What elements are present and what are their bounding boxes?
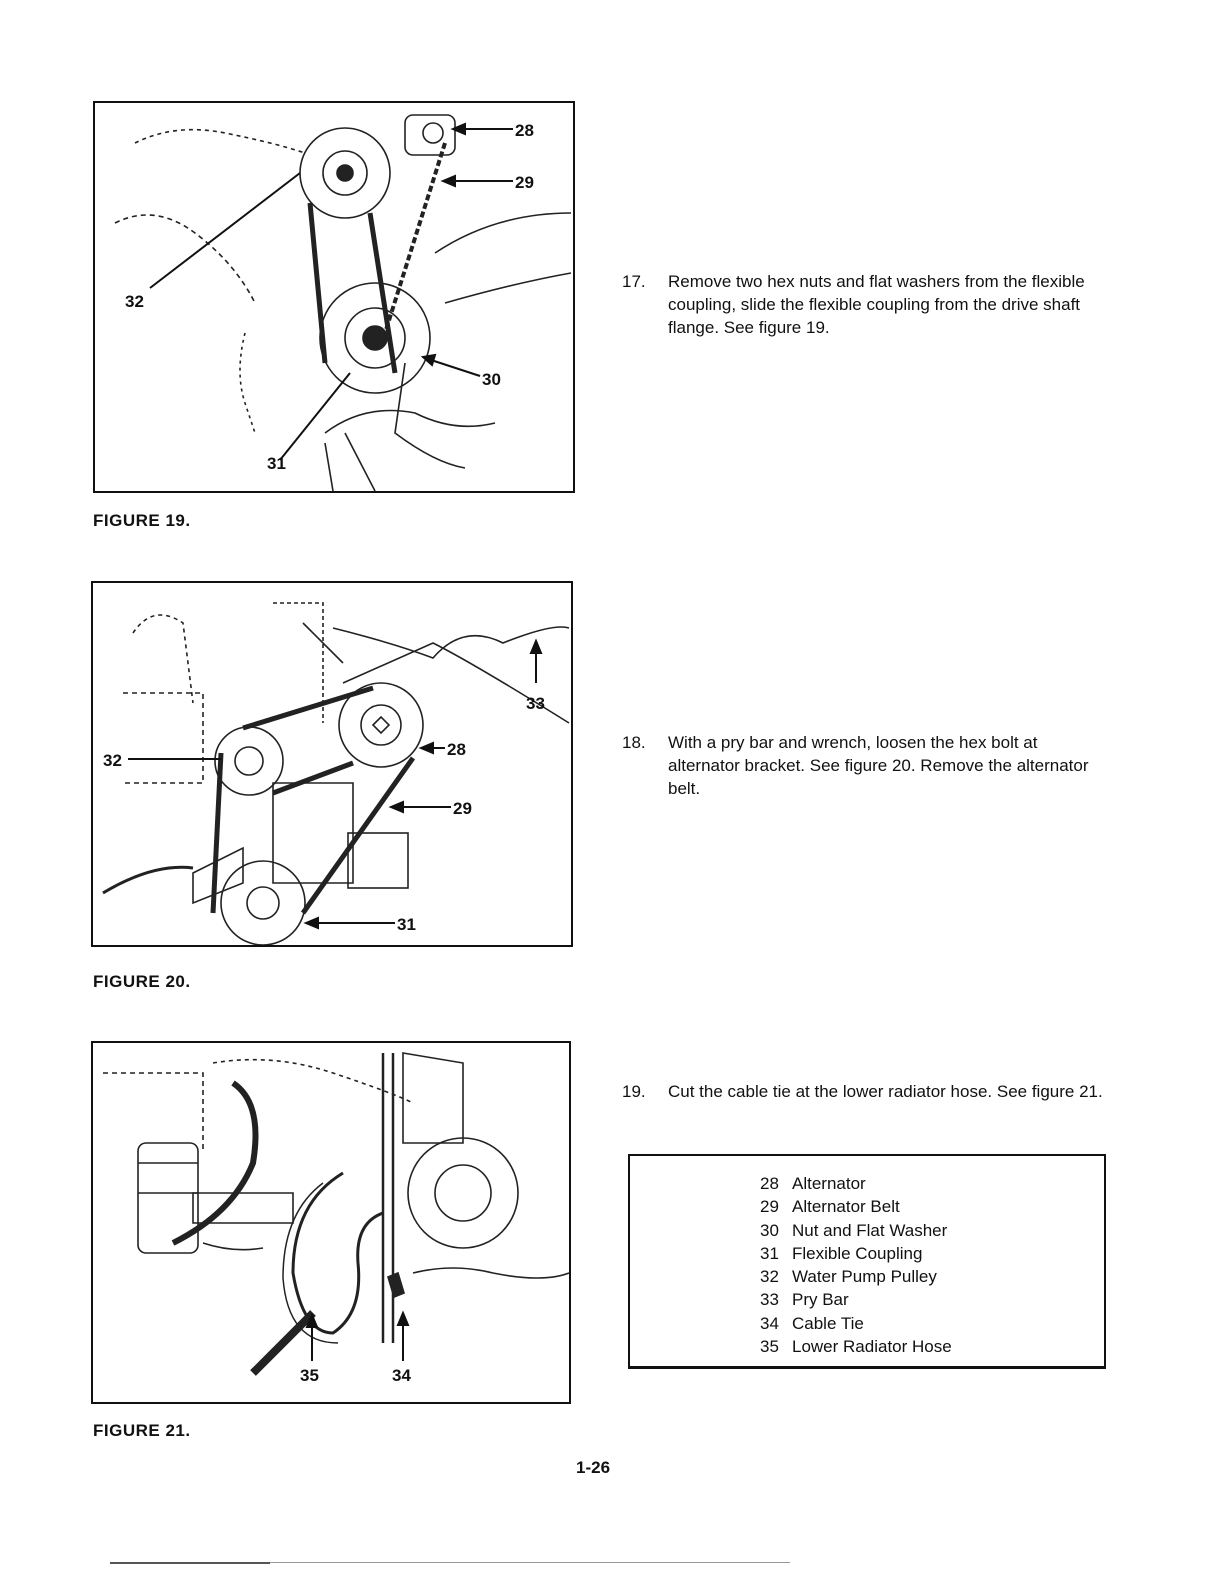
legend-label: Pry Bar — [792, 1290, 849, 1310]
legend-label: Nut and Flat Washer — [792, 1220, 948, 1240]
scan-edge-rule — [110, 1562, 270, 1564]
callout-30: 30 — [482, 370, 501, 389]
legend-label: Flexible Coupling — [792, 1243, 923, 1263]
legend-item — [760, 1195, 1104, 1218]
legend-item — [760, 1265, 1104, 1288]
step-19-number: 19. — [622, 1082, 646, 1101]
legend-item — [760, 1335, 1104, 1358]
legend-label: Lower Radiator Hose — [792, 1337, 952, 1357]
figure-19-illustration — [93, 101, 575, 493]
callout-28: 28 — [447, 740, 466, 759]
legend-number: 33 — [760, 1290, 779, 1310]
callout-34: 34 — [392, 1366, 411, 1385]
callout-32: 32 — [103, 751, 122, 770]
step-18-number: 18. — [622, 733, 646, 752]
legend-number: 35 — [760, 1337, 779, 1357]
callout-35: 35 — [300, 1366, 319, 1385]
page-number: 1-26 — [576, 1458, 611, 1477]
scan-edge-rule — [270, 1562, 790, 1563]
legend-number: 32 — [760, 1267, 779, 1287]
step-19 — [622, 1080, 1112, 1103]
legend-label: Cable Tie — [792, 1313, 864, 1333]
legend-item — [760, 1172, 1104, 1195]
legend-label: Alternator — [792, 1174, 866, 1193]
step-17-text: Remove two hex nuts and flat washers from the flexible coupling, slide the flexible coupling from the drive shaft flange. See figure 19. — [668, 272, 1085, 337]
figure-19-drawing — [95, 103, 573, 491]
legend-item — [760, 1242, 1104, 1265]
legend-label: Water Pump Pulley — [792, 1267, 937, 1287]
figure-21-illustration — [91, 1041, 571, 1404]
callout-29: 29 — [453, 799, 472, 818]
legend-number: 31 — [760, 1243, 779, 1263]
step-19-text: Cut the cable tie at the lower radiator hose. See figure 21. — [668, 1082, 1103, 1101]
legend-item — [760, 1312, 1104, 1335]
parts-legend — [628, 1154, 1106, 1369]
figure-21-caption: FIGURE 21. — [93, 1421, 191, 1440]
legend-item — [760, 1288, 1104, 1311]
callout-29: 29 — [515, 173, 534, 192]
step-18 — [622, 731, 1112, 800]
step-18-text: With a pry bar and wrench, loosen the hex bolt at alternator bracket. See figure 20. Remove the alternator belt. — [668, 733, 1089, 798]
callout-33: 33 — [526, 694, 545, 713]
figure-20-drawing — [93, 583, 571, 945]
figure-19-caption: FIGURE 19. — [93, 511, 191, 530]
step-17-number: 17. — [622, 272, 646, 291]
callout-32: 32 — [125, 292, 144, 311]
callout-31: 31 — [267, 454, 286, 473]
legend-number: 29 — [760, 1197, 779, 1217]
legend-label: Alternator Belt — [792, 1197, 900, 1217]
legend-item — [760, 1219, 1104, 1242]
legend-list — [630, 1156, 1104, 1358]
figure-21-drawing — [93, 1043, 569, 1402]
legend-number: 34 — [760, 1313, 779, 1333]
callout-28: 28 — [515, 121, 534, 140]
callout-31: 31 — [397, 915, 416, 934]
step-17 — [622, 270, 1112, 339]
figure-20-caption: FIGURE 20. — [93, 972, 191, 991]
legend-number: 30 — [760, 1220, 779, 1240]
figure-20-illustration — [91, 581, 573, 947]
legend-number: 28 — [760, 1174, 779, 1193]
